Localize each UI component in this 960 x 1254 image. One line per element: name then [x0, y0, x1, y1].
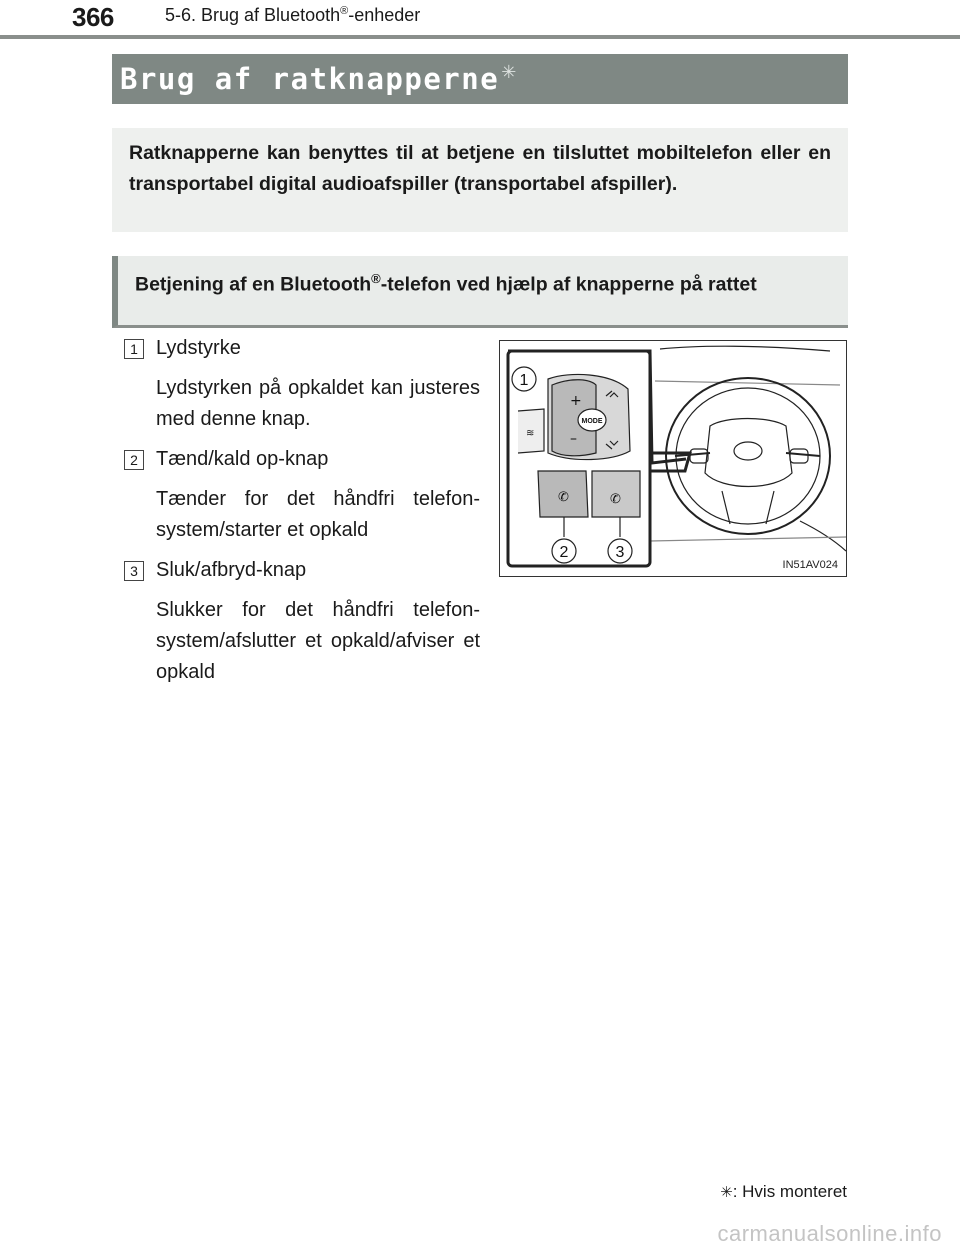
- svg-text:≋: ≋: [526, 428, 535, 439]
- list-item: [124, 444, 480, 546]
- footnote: [720, 1182, 847, 1202]
- registered-mark: ®: [340, 5, 349, 17]
- figure-code: IN51AV024: [782, 559, 838, 571]
- chapter-title: [165, 5, 420, 26]
- mode-label: MODE: [581, 418, 603, 425]
- page-number: 366: [72, 2, 114, 32]
- list-item: [124, 555, 480, 688]
- intro-box: Ratknapperne kan benyttes til at betjene en tilsluttet mobiltelefon eller en transportabel digital audioafspiller (transportabel afspiller).: [112, 128, 848, 232]
- chapter-title-text: 5-6. Brug af Bluetooth: [165, 5, 341, 25]
- footnote-text: : Hvis monteret: [732, 1182, 847, 1201]
- item-label: Sluk/afbryd-knap: [156, 559, 307, 581]
- item-label: Tænd/kald op-knap: [156, 448, 329, 470]
- subheader-text-suffix: -telefon ved hjælp af knapperne på rattet: [380, 273, 757, 296]
- item-description: Lydstyrken på opkaldet kan justeres med denne knap.: [156, 377, 480, 430]
- item-list: [124, 333, 480, 688]
- callout-1: 1: [519, 372, 529, 389]
- item-label: Lydstyrke: [156, 337, 241, 359]
- section-banner: [112, 54, 848, 104]
- asterisk-icon: ✳: [501, 62, 517, 82]
- steering-wheel-figure: [499, 340, 847, 577]
- item-number: 3: [124, 561, 144, 581]
- watermark: carmanualsonline.info: [717, 1221, 942, 1246]
- item-description: Tænder for det håndfri telefonsystem/starter et opkald: [156, 488, 480, 541]
- callout-3: 3: [615, 544, 625, 561]
- svg-text:+: +: [570, 393, 582, 409]
- item-number: 2: [124, 450, 144, 470]
- svg-text:✆: ✆: [610, 492, 621, 507]
- header-rule: [0, 35, 960, 39]
- steering-wheel-illustration: [500, 341, 846, 576]
- svg-text:–: –: [570, 431, 577, 447]
- callout-2: 2: [559, 544, 569, 561]
- item-description: Slukker for det håndfri telefonsystem/afslutter et opkald/afviser et opkald: [156, 599, 480, 683]
- list-item: [124, 333, 480, 435]
- svg-text:✆: ✆: [558, 490, 569, 505]
- chapter-title-suffix: -enheder: [348, 5, 421, 25]
- section-title: Brug af ratknapperne: [120, 62, 500, 96]
- subheader: [112, 256, 848, 328]
- item-number: 1: [124, 339, 144, 359]
- registered-mark: ®: [371, 271, 381, 286]
- subheader-text: Betjening af en Bluetooth: [135, 273, 372, 296]
- asterisk-icon: ✳: [720, 1184, 733, 1201]
